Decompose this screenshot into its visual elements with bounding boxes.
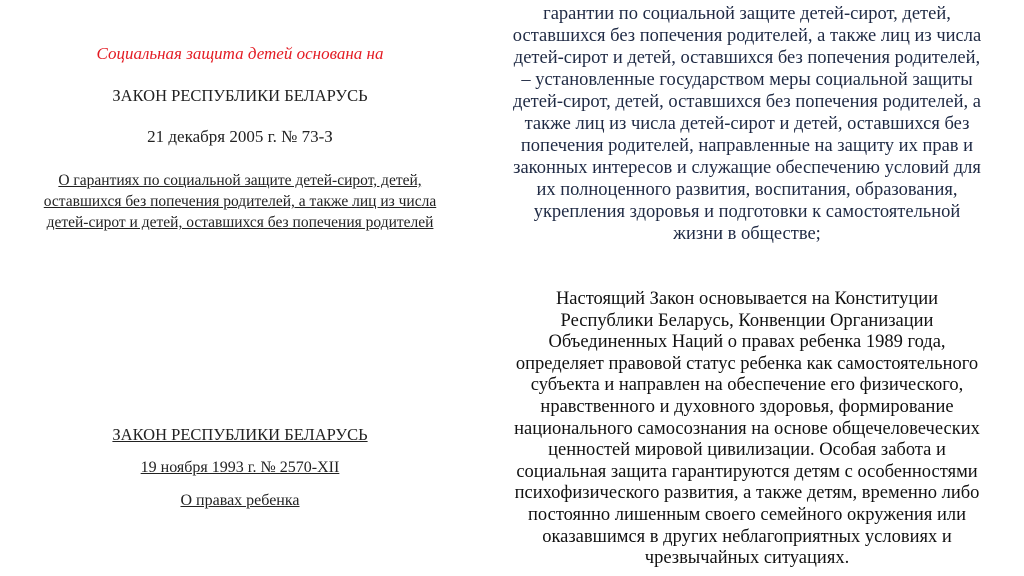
text-line: также лиц из числа детей-сирот и детей, оставшихся без	[524, 114, 970, 134]
law1-title-line: О гарантиях по социальной защите детей-сирот, детей,	[58, 172, 422, 189]
text-line: чрезвычайных ситуациях.	[644, 548, 850, 569]
paragraph-law-basis	[470, 289, 1024, 570]
law2-date-link[interactable]: 19 ноября 1993 г. № 2570-XII	[140, 459, 340, 476]
text-line: нравственного и духовного здоровья, формирование	[540, 396, 954, 417]
text-line: детей-сирот и детей, оставшихся без попечения родителей,	[513, 48, 981, 68]
text-line: Настоящий Закон основывается на Конституции	[555, 289, 939, 309]
text-line: Республики Беларусь, Конвенции Организации	[560, 310, 934, 331]
text-line: жизни в обществе;	[673, 224, 821, 244]
law2-title-link[interactable]: О правах ребенка	[180, 492, 300, 509]
law2-heading-link[interactable]: ЗАКОН РЕСПУБЛИКИ БЕЛАРУСЬ	[112, 425, 368, 444]
law1-title-line: детей-сирот и детей, оставшихся без попечения родителей	[46, 214, 434, 231]
law1-date: 21 декабря 2005 г. № 73-З	[147, 127, 333, 146]
text-line: национального самосознания на основе общечеловеческих	[514, 418, 980, 439]
text-line: ценностей мировой цивилизации. Особая забота и	[548, 440, 946, 461]
text-line: детей-сирот, детей, оставшихся без попечения родителей, а	[513, 92, 981, 112]
law1-heading: ЗАКОН РЕСПУБЛИКИ БЕЛАРУСЬ	[112, 86, 368, 105]
text-line: законных интересов и служащие обеспечению условий для	[513, 158, 981, 178]
text-line: постоянно лишенным своего семейного окружения или	[528, 504, 966, 525]
text-line: их полноценного развития, воспитания, образования,	[536, 180, 958, 200]
text-line: оказавшимся в других неблагоприятных условиях и	[542, 526, 952, 547]
text-line: психофизического развития, а также детям, временно либо	[514, 483, 980, 504]
text-line: социальная защита гарантируются детям с особенностями	[516, 461, 978, 482]
text-line: гарантии по социальной защите детей-сирот, детей,	[543, 4, 951, 24]
text-line: Объединенных Наций о правах ребенка 1989 года,	[548, 332, 946, 353]
text-line: укрепления здоровья и подготовки к самостоятельной	[533, 202, 961, 222]
intro-text: Социальная защита детей основана на	[96, 44, 384, 63]
paragraph-definition	[470, 3, 1024, 245]
text-line: субъекта и направлен на обеспечение его физического,	[530, 375, 964, 396]
text-line: – установленные государством меры социальной защиты	[521, 70, 973, 90]
law1-title-link[interactable]	[0, 170, 480, 233]
law1-title-line: оставшихся без попечения родителей, а также лиц из числа	[43, 193, 437, 210]
text-line: попечения родителей, направленные на защиту их прав и	[520, 136, 974, 156]
text-line: определяет правовой статус ребенка как самостоятельного	[515, 353, 979, 374]
text-line: оставшихся без попечения родителей, а также лиц из числа	[512, 26, 982, 46]
